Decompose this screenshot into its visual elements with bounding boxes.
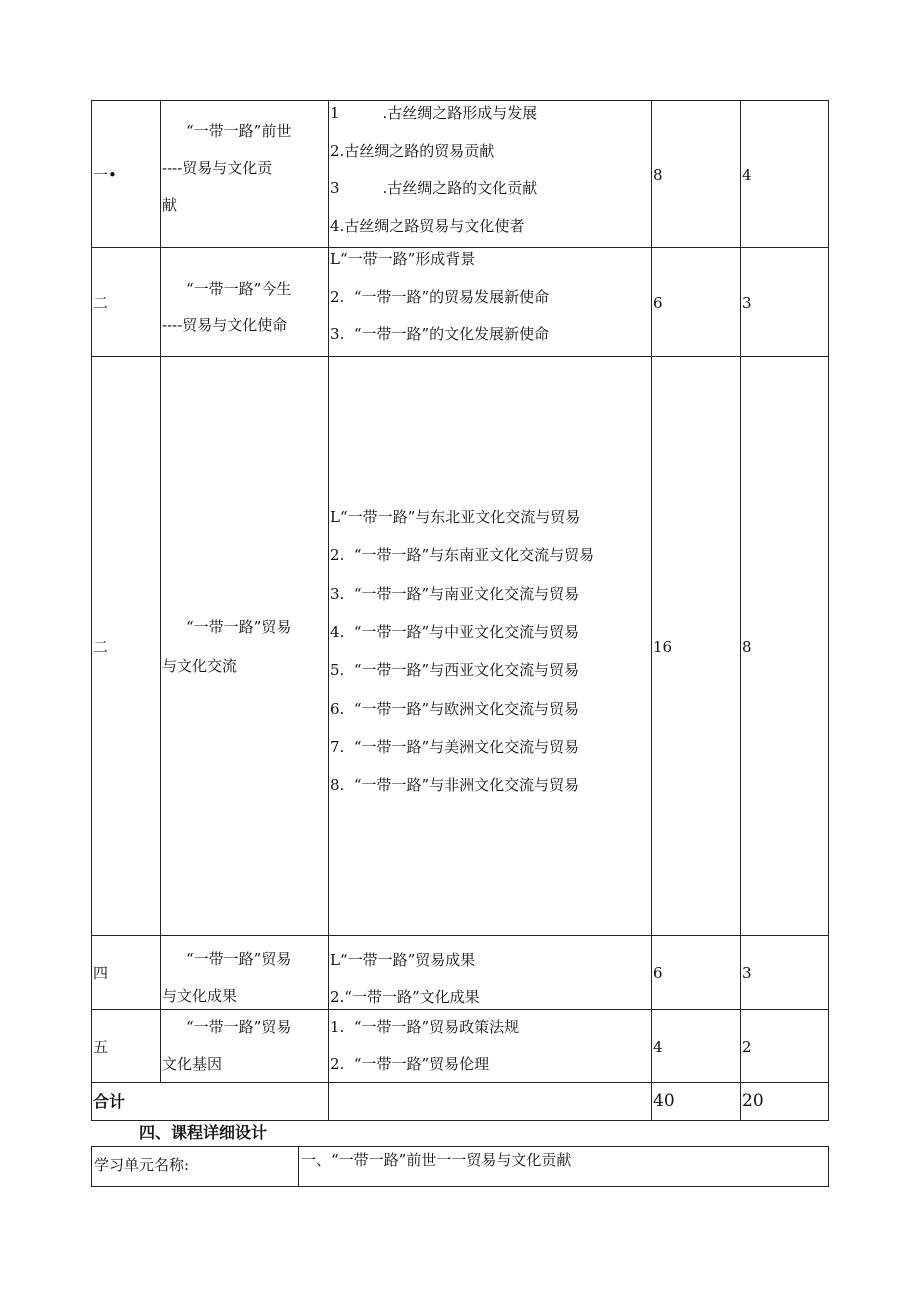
- unit-title-line: “一带一路”贸易: [186, 1018, 292, 1036]
- content-item: 2.古丝绸之路的贸易贡献: [330, 142, 495, 160]
- unit-title: [162, 950, 327, 1008]
- unit-content: [330, 104, 650, 244]
- unit-number: 五: [93, 1038, 109, 1056]
- unit-title-line: ----贸易与文化使命: [162, 316, 288, 334]
- table-rule: [91, 356, 828, 357]
- content-item: 1. “一带一路”贸易政策法规: [330, 1018, 520, 1036]
- hours-total: 8: [653, 166, 663, 184]
- table-rule: [91, 935, 828, 936]
- content-item: 6. “一带一路”与欧洲文化交流与贸易: [330, 700, 580, 718]
- table-rule: [160, 100, 161, 1082]
- content-item: 2. “一带一路”的贸易发展新使命: [330, 288, 550, 306]
- unit-title-line: “一带一路”贸易: [186, 618, 292, 636]
- unit-title-line: 献: [162, 196, 178, 214]
- content-item: 5. “一带一路”与西亚文化交流与贸易: [330, 661, 580, 679]
- content-item: 3. “一带一路”的文化发展新使命: [330, 325, 550, 343]
- content-item: 7. “一带一路”与美洲文化交流与贸易: [330, 738, 580, 756]
- table-rule: [91, 247, 828, 248]
- unit-title-line: 与文化成果: [162, 987, 238, 1005]
- table-rule: [91, 1009, 828, 1010]
- table-rule: [740, 100, 741, 1121]
- hours-total: 6: [653, 964, 663, 982]
- content-item: 3. “一带一路”与南亚文化交流与贸易: [330, 585, 580, 603]
- unit-number: 二: [93, 638, 109, 656]
- unit-title-line: 文化基因: [162, 1055, 223, 1073]
- total-hours: 40: [653, 1091, 675, 1111]
- content-item: 4. “一带一路”与中亚文化交流与贸易: [330, 623, 580, 641]
- hours-total: 4: [653, 1038, 663, 1056]
- hours-practice: 4: [742, 166, 752, 184]
- content-item: 2. “一带一路”与东南亚文化交流与贸易: [330, 546, 595, 564]
- table-rule: [91, 1146, 828, 1147]
- content-item: 4.古丝绸之路贸易与文化使者: [330, 217, 525, 235]
- hours-total: 6: [653, 294, 663, 312]
- table-rule: [298, 1146, 299, 1187]
- unit-content: [330, 250, 650, 350]
- hours-practice: 3: [742, 964, 752, 982]
- content-item: 8. “一带一路”与非洲文化交流与贸易: [330, 776, 580, 794]
- unit-name-value: 一、“一带一路”前世一一贸易与文化贡献: [301, 1151, 572, 1169]
- unit-content: [330, 508, 650, 808]
- table-rule: [651, 100, 652, 1121]
- unit-title-line: “一带一路”今生: [186, 280, 292, 298]
- hours-practice: 8: [742, 638, 752, 656]
- table-rule: [91, 100, 828, 101]
- table-rule: [91, 1146, 92, 1187]
- content-item: 2. “一带一路”贸易伦理: [330, 1055, 490, 1073]
- unit-title: [162, 1018, 327, 1078]
- content-item: 1 .古丝绸之路形成与发展: [330, 104, 538, 122]
- table-rule: [328, 100, 329, 1121]
- content-item: L“一带一路”与东北亚文化交流与贸易: [330, 508, 581, 526]
- unit-title-line: ----贸易与文化贡: [162, 159, 273, 177]
- hours-total: 16: [653, 638, 673, 656]
- content-item: 3 .古丝绸之路的文化贡献: [330, 179, 538, 197]
- total-label: 合计: [93, 1092, 126, 1111]
- unit-number: 一•: [93, 166, 117, 184]
- unit-content: [330, 951, 650, 1009]
- hours-practice: 2: [742, 1038, 752, 1056]
- content-item: L“一带一路”贸易成果: [330, 951, 476, 969]
- unit-number: 四: [93, 964, 109, 982]
- table-rule: [91, 1082, 828, 1083]
- unit-number: 二: [93, 294, 109, 312]
- unit-title: [162, 280, 327, 340]
- hours-practice: 3: [742, 294, 752, 312]
- table-rule: [828, 100, 829, 1121]
- unit-title-line: “一带一路”贸易: [186, 950, 292, 968]
- unit-name-label: 学习单元名称:: [94, 1156, 190, 1174]
- table-rule: [91, 1120, 828, 1121]
- section-heading: 四、课程详细设计: [139, 1123, 268, 1142]
- unit-title: [162, 122, 327, 222]
- table-rule: [91, 1186, 828, 1187]
- unit-title-line: “一带一路”前世: [186, 122, 292, 140]
- table-rule: [828, 1146, 829, 1187]
- unit-title-line: 与文化交流: [162, 657, 238, 675]
- table-rule: [91, 100, 92, 1121]
- unit-content: [330, 1018, 650, 1078]
- total-practice-hours: 20: [742, 1091, 764, 1111]
- unit-title: [162, 618, 327, 678]
- content-item: L“一带一路”形成背景: [330, 250, 476, 268]
- content-item: 2.“一带一路”文化成果: [330, 988, 480, 1006]
